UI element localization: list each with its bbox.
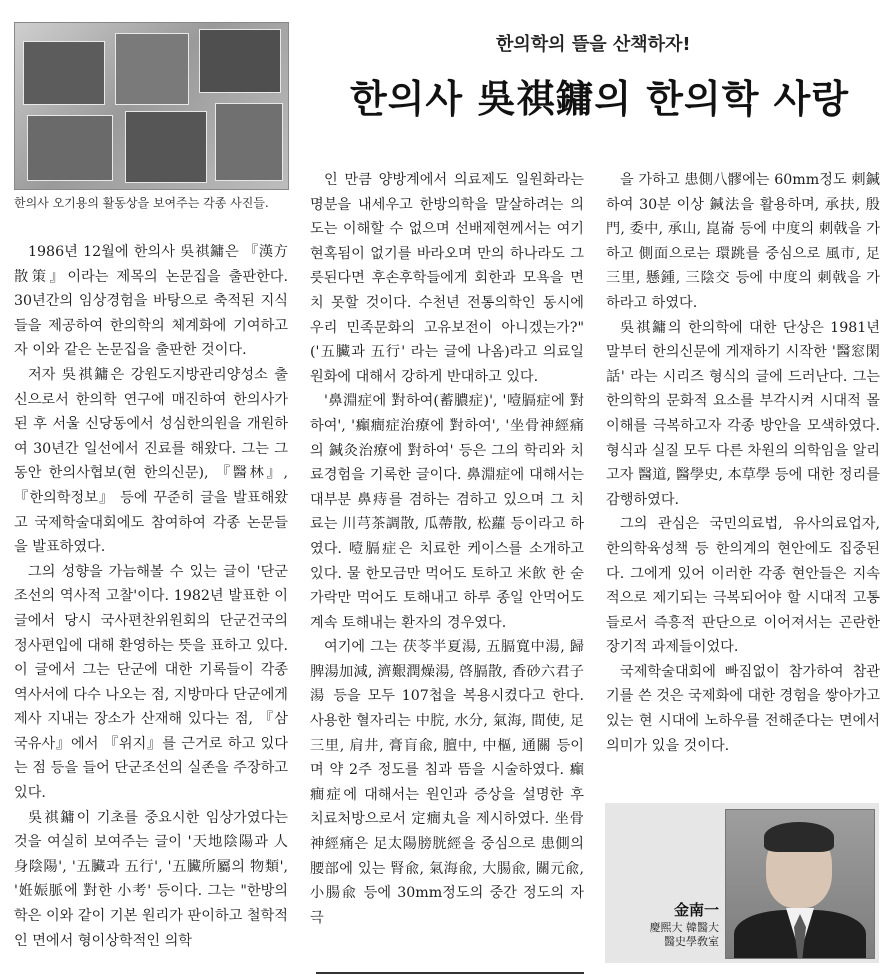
article-column-2 <box>310 168 584 930</box>
paragraph: 여기에 그는 茯苓半夏湯, 五膈寬中湯, 歸脾湯加減, 濟艱潤燥湯, 啓膈散, 香砂六君子湯 등을 모두 107첩을 복용시켰다고 한다. 사용한 혈자리는 中脘, 水分, 氣海, 間使, 足三里, 肩井, 膏肓兪, 膻中, 中樞, 通關 등이며 약 2주 정도를 침과 뜸을 시술하였다. 癲癎症에 대해서는 원인과 증상을 설명한 후 치료처방으로서 定癎丸을 제시하였다. 坐骨神經痛은 足太陽膀胱經을 중심으로 患側의 腰部에 있는 腎兪, 氣海兪, 大腸兪, 關元兪, 小腸兪 등에 30mm정도의 중간 정도의 자극 <box>310 639 584 926</box>
collage-photo <box>27 115 113 181</box>
activity-photo-collage <box>14 22 289 190</box>
paragraph: 1986년 12월에 한의사 吳祺鏞은 『漢方散策』이라는 제목의 논문집을 출판한다. 30년간의 임상경험을 바탕으로 축적된 지식들을 제공하여 한의학의 체계화에 기여하고자 이와 같은 논문집을 출판한 것이다. <box>14 244 288 359</box>
paragraph: 인 만큼 양방계에서 의료제도 일원화라는 명분을 내세우고 한방의학을 말살하려는 의도는 이해할 수 없으며 선배제현께서는 여기 현혹됨이 없기를 바라오며 만의 하나라도 그릇된다면 후손후학들에게 회한과 모욕을 면치 못할 것이다. 수천년 전통의학인 동시에 우리 민족문화의 고유보전이 아니겠는가?"('五臟과 五行' 라는 글에 나옴)라고 의료일원화에 대해서 강하게 반대하고 있다. <box>310 172 584 385</box>
author-affiliation-line: 慶熙大 韓醫大 <box>649 921 719 934</box>
author-affiliation <box>605 921 719 949</box>
paragraph: 저자 吳祺鏞은 강원도지방관리양성소 출신으로서 한의학 연구에 매진하여 한의사가 된 후 서울 신당동에서 성심한의원을 개원하여 30년간 일선에서 진료를 해왔다. 그는 그동안 한의사협보(현 한의신문), 『醫林』, 『한의학정보』 등에 꾸준히 글을 발표해왔고 국제학술대회에도 참여하여 각종 논문들을 발표하였다. <box>14 366 288 556</box>
article-column-1 <box>14 240 288 953</box>
author-affiliation-line: 醫史學敎室 <box>664 935 719 948</box>
author-box <box>605 803 879 963</box>
collage-photo <box>215 103 283 181</box>
paragraph: 그의 성향을 가늠해볼 수 있는 글이 '단군조선의 역사적 고찰'이다. 1982년 발표한 이 글에서 당시 국사편찬위원회의 단군건국의 정사편입에 대해 환영하는 뜻을 표하고 있다. 이 글에서 그는 단군에 대한 기록들이 각종 역사서에 다수 나오는 점, 지방마다 단군에게 제사 지내는 장소가 산재해 있다는 점, 『삼국유사』에서 『위지』를 근거로 하고 있다는 점 등을 들어 단군조선의 실존을 주장하고 있다. <box>14 563 288 802</box>
paragraph: 吳祺鏞이 기초를 중요시한 임상가였다는 것을 여실히 보여주는 글이 '天地陰陽과 人身陰陽', '五臟과 五行', '五臟所屬의 物類', '姙娠脈에 對한 小考' 등이다. 그는 "한방의학은 이와 같이 기본 원리가 판이하고 철학적인 면에서 형이상학적인 의학 <box>14 809 288 949</box>
article-title: 한의사 吳祺鏞의 한의학 사랑 <box>350 76 850 121</box>
article-column-3 <box>606 168 880 758</box>
paragraph: 吳祺鏞의 한의학에 대한 단상은 1981년 말부터 한의신문에 게재하기 시작한 '醫窓閑話' 라는 시리즈 형식의 글에 드러난다. 그는 한의학의 문화적 요소를 부각시켜 시대적 몰이해를 극복하고자 각종 방안을 모색하였다. 형식과 실질 모두 다른 차원의 의학임을 알리고자 醫道, 醫學史, 本草學 등에 대한 정리를 감행하였다. <box>606 319 880 508</box>
column-divider <box>316 972 584 974</box>
collage-photo <box>23 41 105 105</box>
collage-photo <box>115 33 189 105</box>
paragraph: 국제학술대회에 빠짐없이 참가하여 참관기를 쓴 것은 국제화에 대한 경험을 쌓아가고 있는 현 시대에 노하우를 전해준다는 면에서 의미가 있을 것이다. <box>606 663 880 754</box>
article-subtitle: 한의학의 뜰을 산책하자! <box>496 34 691 55</box>
author-name: 金南一 <box>673 901 719 919</box>
paragraph: '鼻淵症에 對하여(蓄膿症)', '噎膈症에 對하여', '癲癎症治療에 對하여', '坐骨神經痛의 鍼灸治療에 對하여' 등은 그의 학리와 치료경험을 기록한 글이다. 鼻淵症에 대해서는 대부분 鼻痔를 겸하는 겸하고 있으며 그 치료는 川芎茶調散, 瓜蔕散, 松蘿 등이라고 하였다. 噎膈症은 치료한 케이스를 소개하고 있다. 물 한모금만 먹어도 토하고 米飮 한 숟가락만 먹어도 토해내고 하루 종일 안먹어도 계속 토해내는 환자의 경우였다. <box>310 393 584 631</box>
collage-photo <box>199 29 281 93</box>
paragraph: 을 가하고 患側八髎에는 60mm정도 刺鍼하여 30분 이상 鍼法을 활용하며, 承扶, 殷門, 委中, 承山, 崑崙 등에 中度의 刺戟을 가하고 側面으로는 環跳를 중심으로 風市, 足三里, 懸鍾, 三陰交 등에 中度의 刺戟을 가하라고 하였다. <box>606 172 880 311</box>
portrait-hair <box>764 822 834 852</box>
author-portrait <box>725 809 875 959</box>
photo-caption: 한의사 오기용의 활동상을 보여주는 각종 사진들. <box>14 196 269 210</box>
paragraph: 그의 관심은 국민의료법, 유사의료업자, 한의학육성책 등 한의계의 현안에도 집중된다. 그에게 있어 이러한 각종 현안들은 지속적으로 제기되는 극복되어야 할 시대적 고통들로서 즉흥적 판단으로 이어져서는 곤란한 장기적 과제들이었다. <box>606 516 880 656</box>
collage-photo <box>125 111 207 183</box>
